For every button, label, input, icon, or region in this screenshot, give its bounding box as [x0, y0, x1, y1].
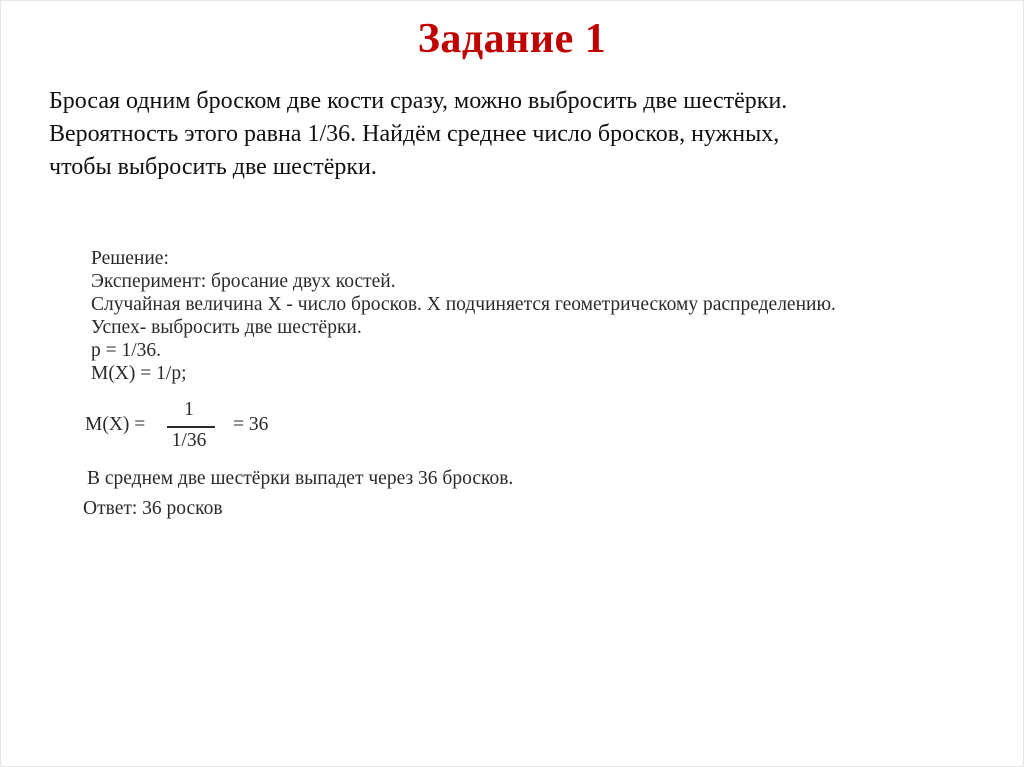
solution-line: Успех- выбросить две шестёрки.: [91, 317, 362, 338]
solution-line: Эксперимент: бросание двух костей.: [91, 271, 396, 292]
formula-rhs: = 36: [233, 414, 269, 435]
fraction-numerator: 1: [184, 399, 194, 420]
solution-heading: Решение:: [91, 248, 169, 269]
solution-line: Случайная величина Х - число бросков. Х подчиняется геометрическому распределению.: [91, 294, 836, 315]
solution-conclusion: В среднем две шестёрки выпадет через 36 бросков.: [87, 468, 514, 489]
solution-line: p = 1/36.: [91, 340, 162, 361]
solution-answer: Ответ: 36 росков: [83, 498, 223, 519]
problem-line: чтобы выбросить две шестёрки.: [49, 154, 377, 180]
fraction-bar: [167, 426, 215, 428]
problem-statement: [49, 85, 979, 184]
formula-lhs: M(X) =: [85, 414, 146, 435]
solution-line: M(X) = 1/p;: [91, 363, 187, 384]
fraction-denominator: 1/36: [171, 430, 207, 451]
formula-fraction: [161, 399, 217, 455]
problem-line: Бросая одним броском две кости сразу, можно выбросить две шестёрки.: [49, 88, 788, 114]
solution-block: [91, 247, 836, 385]
slide-title: Задание 1: [417, 16, 607, 62]
problem-line: Вероятность этого равна 1/36. Найдём среднее число бросков, нужных,: [49, 121, 780, 147]
